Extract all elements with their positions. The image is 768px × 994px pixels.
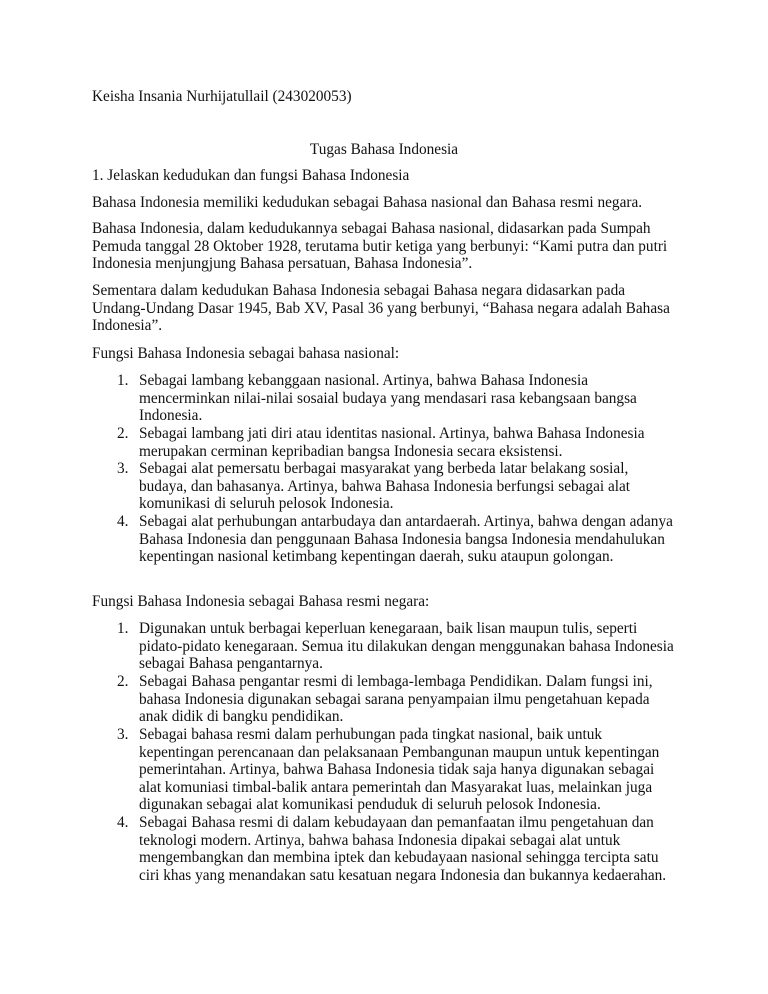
list-item-number: 1. bbox=[117, 620, 129, 637]
document-title: Tugas Bahasa Indonesia bbox=[309, 141, 459, 158]
list-item-number: 2. bbox=[117, 425, 129, 442]
official-functions-heading: Fungsi Bahasa Indonesia sebagai Bahasa resmi negara: bbox=[92, 593, 430, 610]
list-item-text: Sebagai bahasa resmi dalam perhubungan pada tingkat nasional, baik untuk kepentingan perencanaan dan pelaksanaan Pembangunan maupun untuk kepentingan pemerintahan. Artinya, bahwa Bahasa Indonesia tidak saja hanya digunakan sebagai alat komuniasi timbal-balik antara pemerintah dan Masyarakat luas, melainkan juga digunakan sebagai alat komunikasi penduduk di seluruh pelosok Indonesia. bbox=[139, 726, 660, 814]
list-item-text: Sebagai alat perhubungan antarbudaya dan antardaerah. Artinya, bahwa dengan adanya Bahasa Indonesia dan penggunaan Bahasa Indonesia bangsa Indonesia mendahulukan kepentingan nasional ketimbang kepentingan daerah, suku ataupun golongan. bbox=[139, 513, 673, 566]
list-item-number: 4. bbox=[117, 513, 129, 530]
paragraph-official-basis: Sementara dalam kedudukan Bahasa Indonesia sebagai Bahasa negara didasarkan pada Undang-Undang Dasar 1945, Bab XV, Pasal 36 yang berbunyi, “Bahasa negara adalah Bahasa Indonesia”. bbox=[92, 282, 670, 335]
list-item-number: 4. bbox=[117, 814, 129, 831]
paragraph-intro: Bahasa Indonesia memiliki kedudukan sebagai Bahasa nasional dan Bahasa resmi negara. bbox=[92, 194, 643, 211]
list-item-number: 3. bbox=[117, 726, 129, 743]
list-item-number: 1. bbox=[117, 372, 129, 389]
author-line: Keisha Insania Nurhijatullail (243020053) bbox=[92, 88, 352, 105]
list-item-number: 2. bbox=[117, 673, 129, 690]
national-functions-heading: Fungsi Bahasa Indonesia sebagai bahasa nasional: bbox=[92, 345, 400, 362]
list-item-text: Sebagai lambang jati diri atau identitas nasional. Artinya, bahwa Bahasa Indonesia merupakan cerminan kepribadian bangsa Indonesia secara eksistensi. bbox=[139, 425, 645, 460]
list-item-number: 3. bbox=[117, 460, 129, 477]
paragraph-national-basis: Bahasa Indonesia, dalam kedudukannya sebagai Bahasa nasional, didasarkan pada Sumpah Pemuda tanggal 28 Oktober 1928, terutama butir ketiga yang berbunyi: “Kami putra dan putri Indonesia menjungjung Bahasa persatuan, Bahasa Indonesia”. bbox=[92, 220, 668, 273]
question-line: 1. Jelaskan kedudukan dan fungsi Bahasa Indonesia bbox=[92, 167, 410, 184]
list-item-text: Sebagai alat pemersatu berbagai masyarakat yang berbeda latar belakang sosial, budaya, dan bahasanya. Artinya, bahwa Bahasa Indonesia berfungsi sebagai alat komunikasi di seluruh pelosok Indonesia. bbox=[139, 460, 631, 513]
list-item-text: Sebagai lambang kebanggaan nasional. Artinya, bahwa Bahasa Indonesia mencerminkan nilai-nilai sosaial budaya yang mendasari rasa kebangsaan bangsa Indonesia. bbox=[139, 372, 637, 425]
list-item-text: Digunakan untuk berbagai keperluan kenegaraan, baik lisan maupun tulis, seperti pidato-pidato kenegaraan. Semua itu dilakukan dengan menggunakan bahasa Indonesia sebagai Bahasa pengantarnya. bbox=[139, 620, 674, 673]
list-item-text: Sebagai Bahasa pengantar resmi di lembaga-lembaga Pendidikan. Dalam fungsi ini, bahasa Indonesia digunakan sebagai sarana penyampaian ilmu pengetahuan kepada anak didik di bangku pendidikan. bbox=[139, 673, 653, 726]
list-item-text: Sebagai Bahasa resmi di dalam kebudayaan dan pemanfaatan ilmu pengetahuan dan teknologi modern. Artinya, bahwa bahasa Indonesia dipakai sebagai alat untuk mengembangkan dan membina iptek dan kebudayaan nasional sehingga tercipta satu ciri khas yang menandakan satu kesatuan negara Indonesia dan bukannya kedaerahan. bbox=[139, 814, 667, 884]
